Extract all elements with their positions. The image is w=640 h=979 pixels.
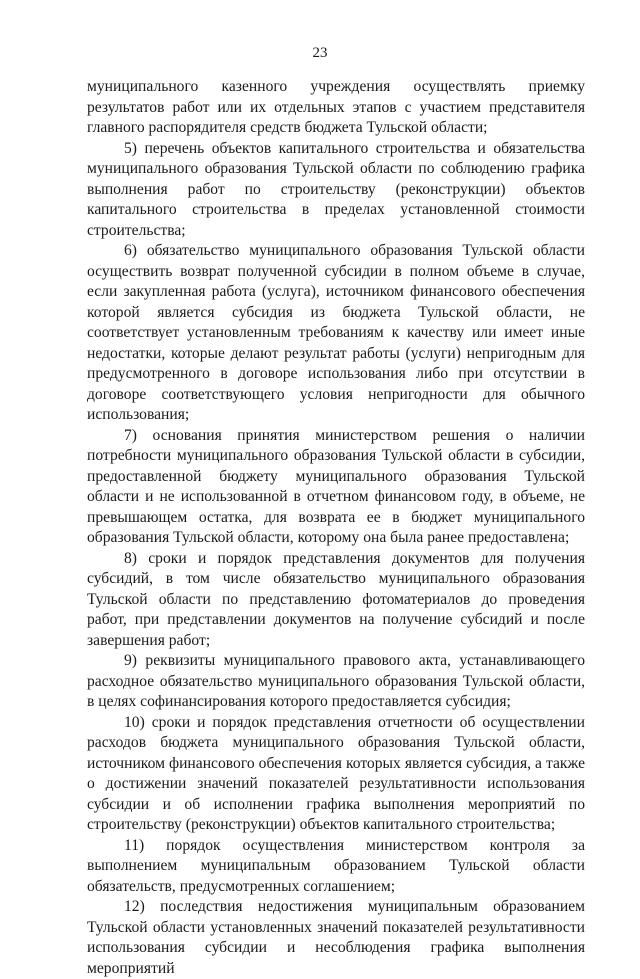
paragraph-item-10: 10) сроки и порядок представления отчетности об осуществлении расходов бюджета муниципального образования Тульской области, источником финансового обеспечения которых является субсидия, а также о достижении значений показателей результативности использования субсидии и об исполнении графика выполнения мероприятий по строительству (реконструкции) объектов капитального строительства;	[87, 713, 585, 833]
paragraph-item-9: 9) реквизиты муниципального правового акта, устанавливающего расходное обязательство муниципального образования Тульской области, в целях софинансирования которого предоставляется субсидия;	[87, 652, 585, 710]
paragraph-item-6: 6) обязательство муниципального образования Тульской области осуществить возврат полученной субсидии в полном объеме в случае, если закупленная работа (услуга), источником финансового обеспечения которой является субсидия из бюджета Тульской области, не соответствует установленным требованиям к качеству или имеет иные недостатки, которые делают результат работы (услуги) непригодным для предусмотренного в договоре использования либо при отсутствии в договоре соответствующего условия непригодности для обычного использования;	[87, 242, 585, 423]
document-body	[87, 77, 585, 979]
paragraph-item-8: 8) сроки и порядок представления документов для получения субсидий, в том числе обязательство муниципального образования Тульской области по представлению фотоматериалов до проведения работ, при представлении документов на получение субсидий и после завершения работ;	[87, 549, 585, 649]
paragraph-item-12: 12) последствия недостижения муниципальным образованием Тульской области установленных значений показателей результативности использования субсидии и несоблюдения графика выполнения мероприятий	[87, 898, 585, 977]
paragraph-item-11: 11) порядок осуществления министерством контроля за выполнением муниципальным образованием Тульской области обязательств, предусмотренных соглашением;	[87, 836, 585, 895]
page-number: 23	[312, 45, 328, 61]
paragraph-item-5: 5) перечень объектов капитального строительства и обязательства муниципального образования Тульской области по соблюдению графика выполнения работ по строительству (реконструкции) объектов капитального строительства в пределах установленной стоимости строительства;	[87, 139, 585, 239]
paragraph-item-7: 7) основания принятия министерством решения о наличии потребности муниципального образования Тульской области в субсидии, предоставленной бюджету муниципального образования Тульской области и не использованной в отчетном финансовом году, в объеме, не превышающем остатка, для возврата ее в бюджет муниципального образования Тульской области, которому она была ранее предоставлена;	[87, 426, 585, 546]
paragraph-continuation: муниципального казенного учреждения осуществлять приемку результатов работ или их отдельных этапов с участием представителя главного распорядителя средств бюджета Тульской области;	[87, 78, 585, 136]
